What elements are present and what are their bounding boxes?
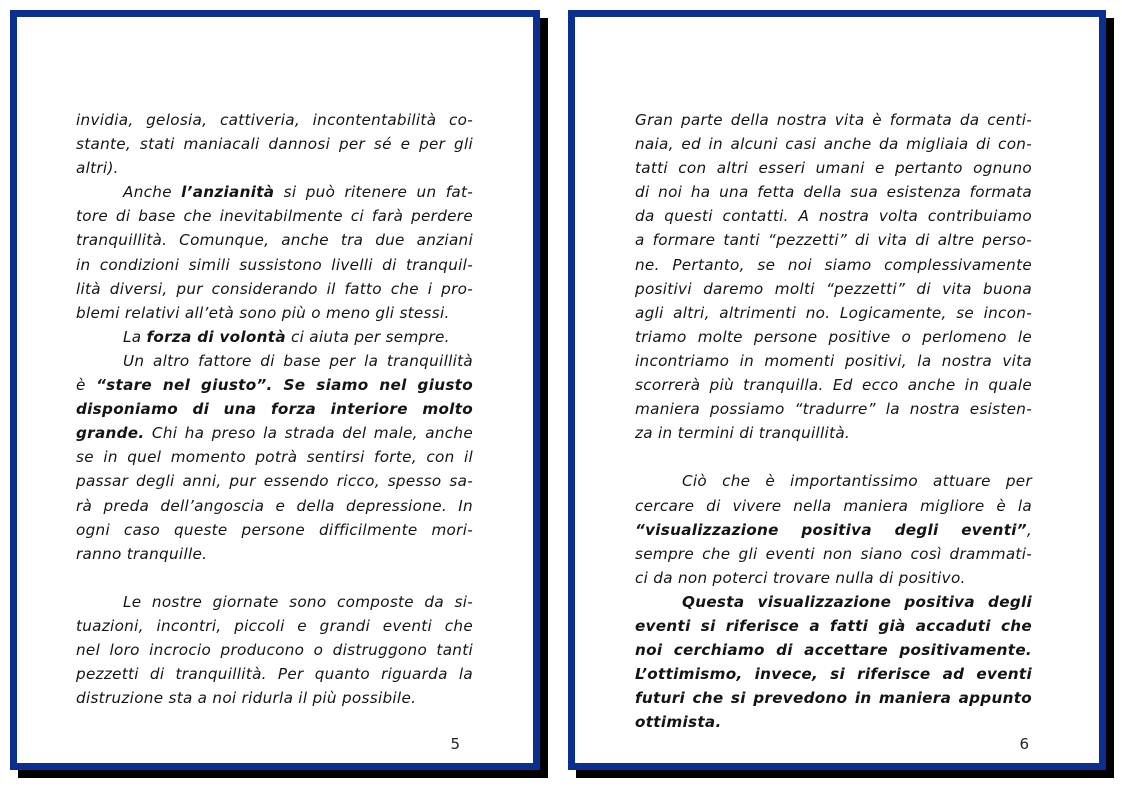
- text-line: tatti con altri esseri umani e pertanto ognuno: [635, 159, 1032, 178]
- text-line: La forza di volontà ci aiuta per sempre.: [123, 327, 450, 346]
- text-line: pezzetti di tranquillità. Per quanto riguarda la: [76, 665, 473, 684]
- bold-term: “stare nel giusto”. Se siamo nel giusto: [96, 376, 473, 395]
- text-line: za in termini di tranquillità.: [635, 424, 851, 443]
- text-line: ne. Pertanto, se noi siamo complessivamente: [635, 255, 1032, 274]
- text-line: ogni caso queste persone difficilmente mori-: [76, 520, 473, 539]
- bold-term: l’anzianità: [181, 183, 275, 202]
- text-line: ci da non poterci trovare nulla di positivo.: [635, 568, 966, 587]
- text-line: invidia, gelosia, cattiveria, incontentabilità co-: [76, 111, 473, 129]
- text-line: passar degli anni, pur essendo ricco, spesso sa-: [76, 472, 473, 491]
- text-line: se in quel momento potrà sentirsi forte, con il: [76, 448, 473, 467]
- left-page: [10, 10, 540, 770]
- text-line: in condizioni simili sussistono livelli di tranquil-: [76, 255, 473, 274]
- text-line: lità diversi, pur considerando il fatto che i pro-: [76, 279, 473, 298]
- text-line: cercare di vivere nella maniera migliore è la: [635, 496, 1032, 515]
- text-line: Le nostre giornate sono composte da si-: [123, 592, 473, 611]
- text-line: tore di base che inevitabilmente ci farà perdere: [76, 207, 473, 226]
- text-line: positivi daremo molti “pezzetti” di vita buona: [635, 279, 1032, 298]
- text-line: eventi si riferisce a fatti già accaduti che: [635, 616, 1032, 635]
- text-line: Anche l’anzianità si può ritenere un fat-: [123, 183, 473, 202]
- text-line: è “stare nel giusto”. Se siamo nel giusto: [76, 376, 473, 395]
- text-line: nel loro incrocio producono o distruggono tanti: [76, 641, 473, 660]
- left-page-text: [76, 108, 473, 710]
- text-line: di noi ha una fetta della sua esistenza formata: [635, 183, 1032, 202]
- text-line: naia, ed in alcuni casi anche da migliaia di con-: [635, 135, 1032, 154]
- page-number: 6: [1019, 735, 1029, 753]
- text-line: a formare tanti “pezzetti” di vita di altre perso-: [635, 231, 1032, 250]
- text-line: L’ottimismo, invece, si riferisce ad eventi: [635, 665, 1032, 684]
- text-line: Questa visualizzazione positiva degli: [682, 592, 1032, 611]
- right-page: [568, 10, 1106, 770]
- text-line: sempre che gli eventi non siano così drammati-: [635, 544, 1032, 563]
- text-line: Un altro fattore di base per la tranquillità: [123, 351, 473, 370]
- text-line: disponiamo di una forza interiore molto: [76, 400, 473, 419]
- text-line: incontriamo in momenti positivi, la nostra vita: [635, 351, 1032, 370]
- text-line: distruzione sta a noi ridurla il più possibile.: [76, 689, 417, 708]
- text-line: Gran parte della nostra vita è formata da centi-: [635, 111, 1032, 129]
- text-line: blemi relativi all’età sono più o meno gli stessi.: [76, 303, 450, 322]
- text-line: tranquillità. Comunque, anche tra due anziani: [76, 231, 473, 250]
- text-line: ranno tranquille.: [76, 544, 208, 563]
- bold-term: “visualizzazione positiva degli eventi”: [635, 520, 1027, 539]
- page-number: 5: [450, 735, 460, 753]
- text-line: Ciò che è importantissimo attuare per: [682, 472, 1032, 491]
- bold-term: forza di volontà: [146, 327, 286, 346]
- text-line: noi cerchiamo di accettare positivamente.: [635, 641, 1032, 660]
- text-line: futuri che si prevedono in maniera appunto: [635, 689, 1032, 708]
- text-line: tuazioni, incontri, piccoli e grandi eventi che: [76, 616, 473, 635]
- text-line: da questi contatti. A nostra volta contribuiamo: [635, 207, 1032, 226]
- text-line: “visualizzazione positiva degli eventi”,: [635, 520, 1032, 539]
- text-line: rà preda dell’angoscia e della depressione. In: [76, 496, 473, 515]
- bold-term: grande.: [76, 424, 145, 443]
- text-line: triamo molte persone positive o perlomeno le: [635, 327, 1032, 346]
- right-page-text: [635, 108, 1032, 734]
- text-line: stante, stati maniacali dannosi per sé e per gli: [76, 135, 473, 154]
- text-line: scorrerà più tranquilla. Ed ecco anche in quale: [635, 376, 1032, 395]
- text-line: ottimista.: [635, 713, 722, 732]
- text-line: maniera possiamo “tradurre” la nostra esisten-: [635, 400, 1032, 419]
- text-line: agli altri, altrimenti no. Logicamente, se incon-: [635, 303, 1032, 322]
- text-line: grande. Chi ha preso la strada del male, anche: [76, 424, 473, 443]
- text-line: altri).: [76, 159, 119, 178]
